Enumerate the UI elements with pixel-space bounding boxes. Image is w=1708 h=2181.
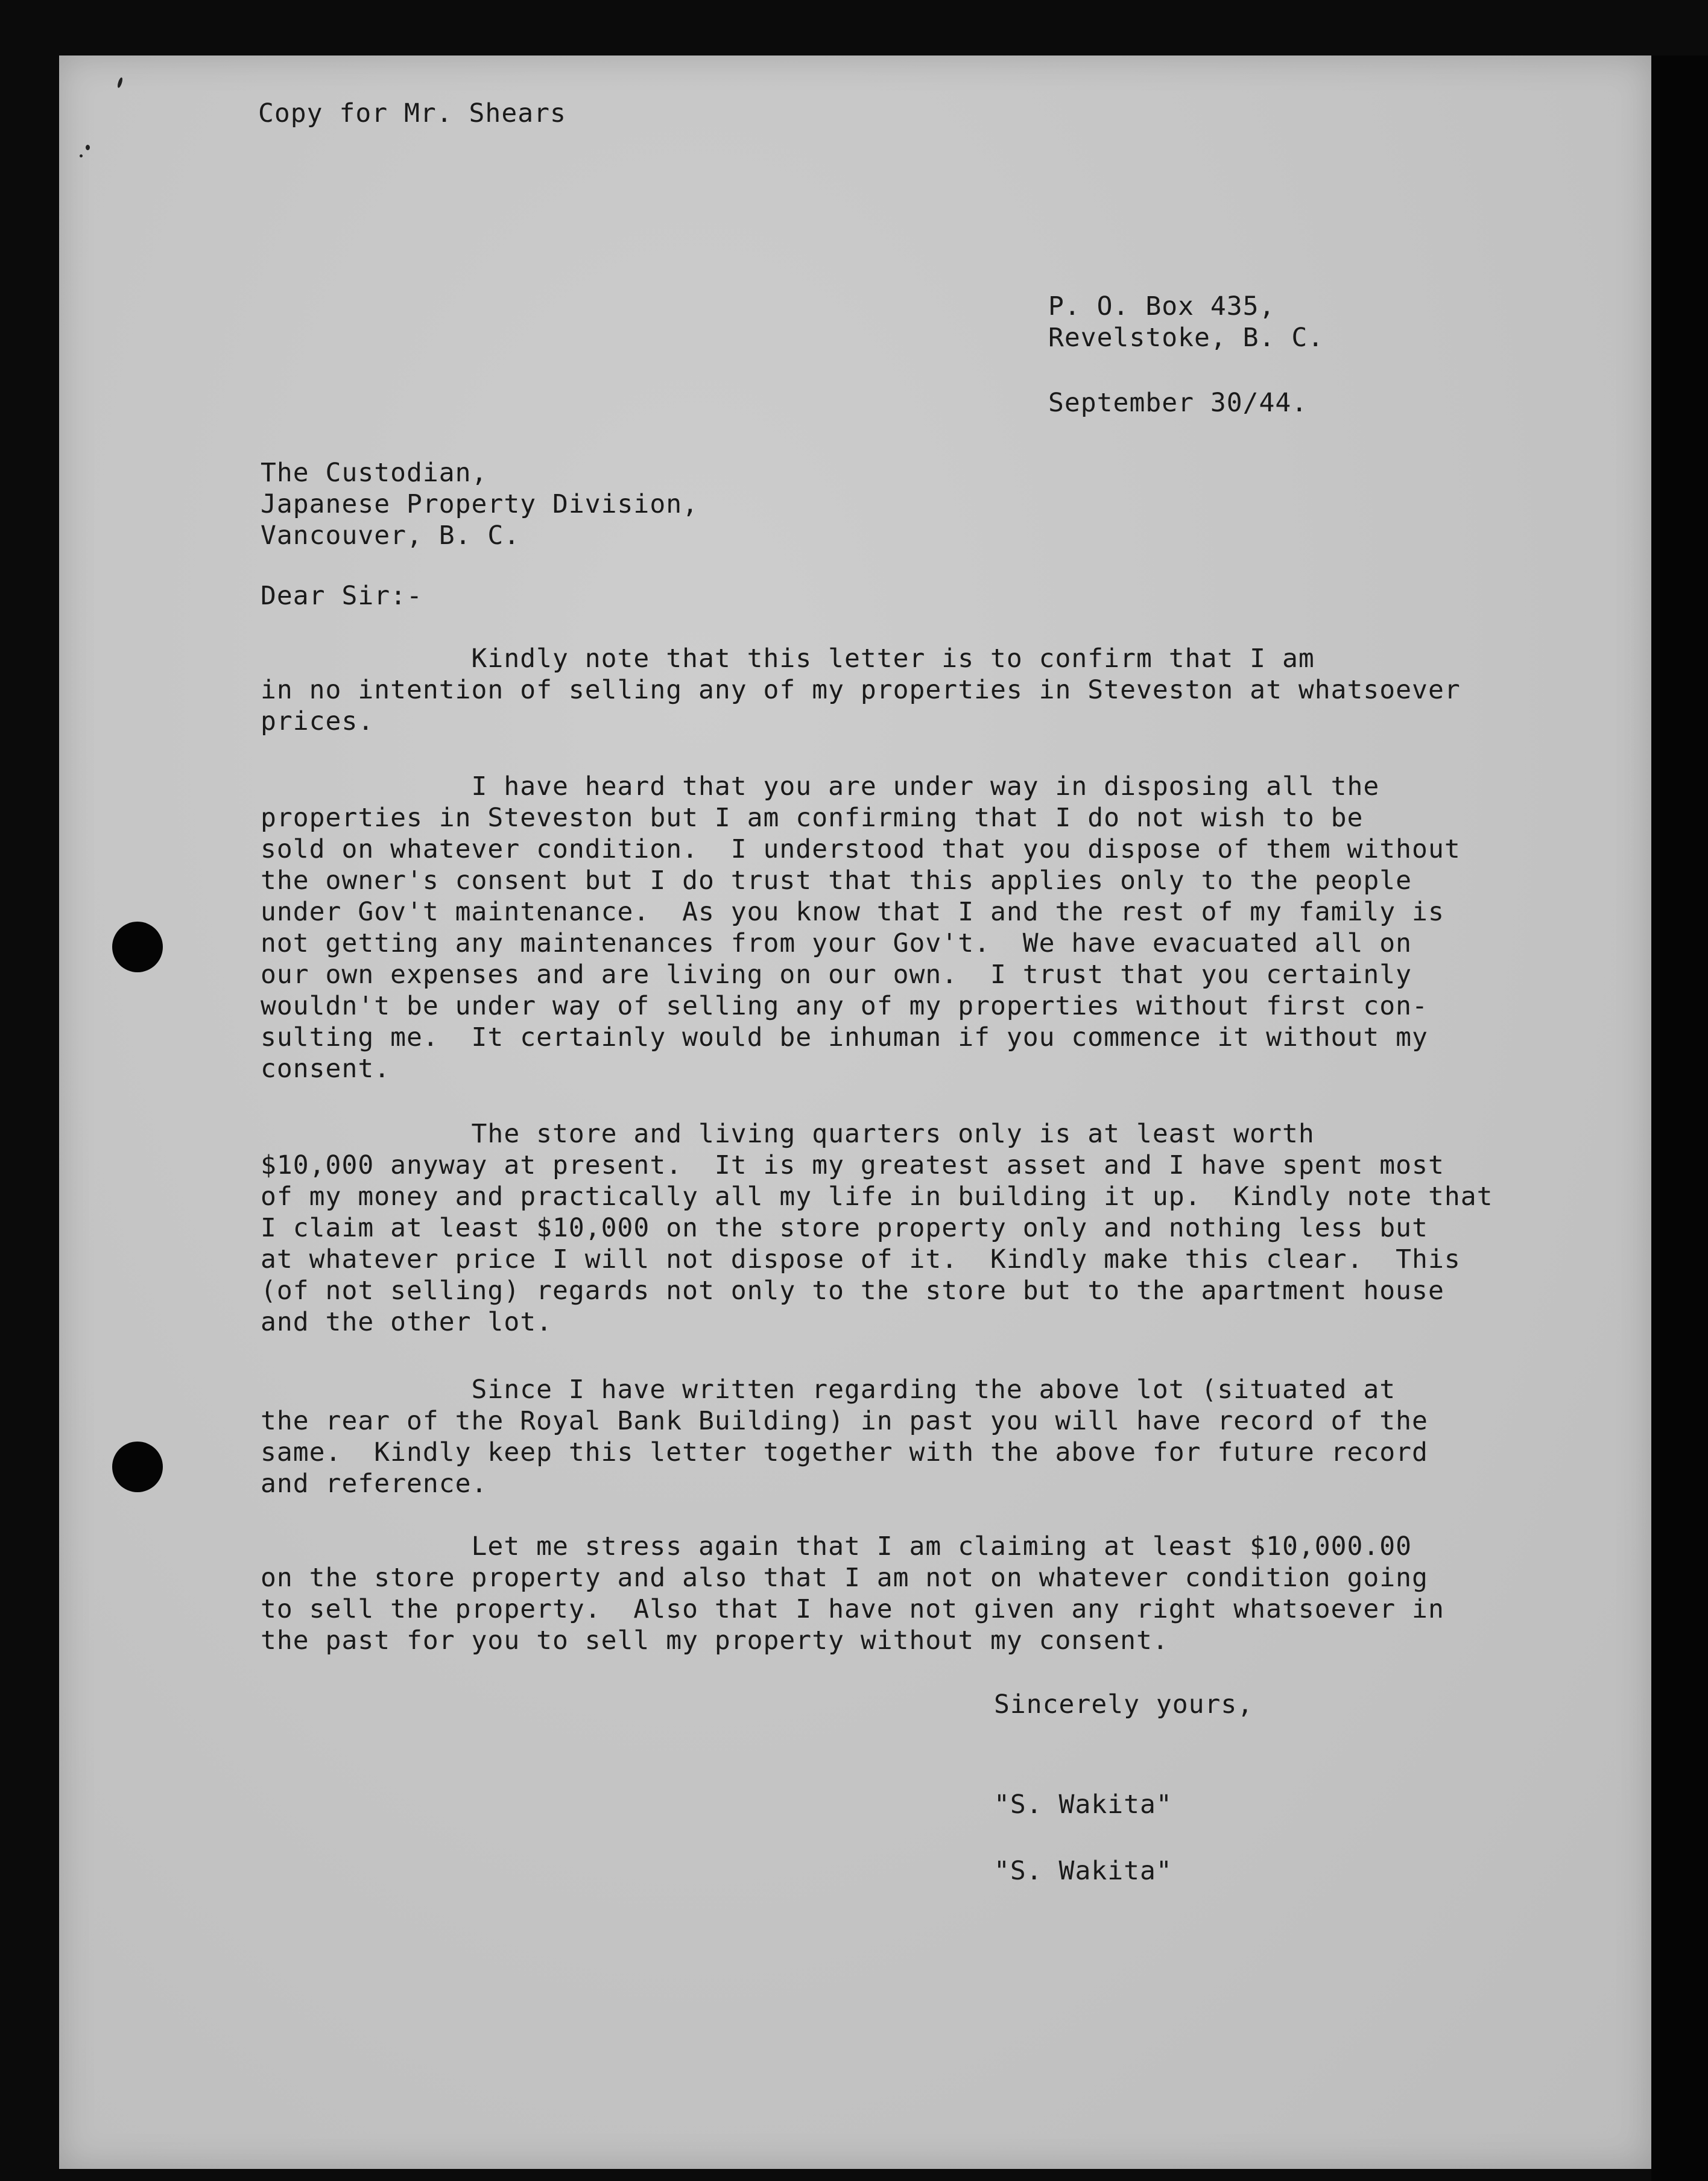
scan-speck: [86, 145, 90, 150]
sender-address-line: P. O. Box 435,: [1048, 291, 1276, 321]
body-paragraph: The store and living quarters only is at least worth $10,000 anyway at present. It is my greatest asset and I have spent most of my money and practically all my life in building it up. Kindly note that I claim at least $10,000 on the store property only and nothing less but at whatever price I will not dispose of it. Kindly make this clear. This (of not selling) regards not only to the store but to the apartment house and the other lot.: [261, 1119, 1493, 1337]
salutation: Dear Sir:-: [261, 581, 423, 611]
recipient-line: The Custodian,: [261, 458, 488, 488]
letter-date: September 30/44.: [1048, 388, 1308, 418]
recipient-line: Vancouver, B. C.: [261, 521, 520, 551]
recipient-line: Japanese Property Division,: [261, 489, 698, 519]
scan-speck: [80, 154, 83, 157]
scan-border: [1651, 55, 1708, 2181]
body-paragraph: Let me stress again that I am claiming at least $10,000.00 on the store property and also that I am not on whatever condition going to sell the property. Also that I have not given any right whatsoever in the past for you to sell my property without my consent.: [261, 1531, 1444, 1656]
body-paragraph: Kindly note that this letter is to confirm that I am in no intention of selling any of my properties in Steveston at whatsoever prices.: [261, 644, 1461, 736]
signature: "S. Wakita": [994, 1856, 1172, 1886]
closing: Sincerely yours,: [994, 1689, 1254, 1720]
punch-hole: [112, 1442, 163, 1492]
sender-address-line: Revelstoke, B. C.: [1048, 323, 1324, 353]
punch-hole: [112, 922, 163, 972]
body-paragraph: Since I have written regarding the above lot (situated at the rear of the Royal Bank Building) in past you will have record of the same. Kindly keep this letter together with the above for future record and reference.: [261, 1375, 1428, 1499]
copy-note: Copy for Mr. Shears: [258, 98, 566, 128]
body-paragraph: I have heard that you are under way in disposing all the properties in Steveston but I am confirming that I do not wish to be sold on whatever condition. I understood that you dispose of them without the owner's consent but I do trust that this applies only to the people under Gov't maintenance. As you know that I and the rest of my family is not getting any maintenances from your Gov't. We have evacuated all on our own expenses and are living on our own. I trust that you certainly wouldn't be under way of selling any of my properties without first con- sulting me. It certainly would be inhuman if you commence it without my consent.: [261, 771, 1461, 1084]
scanned-letter-page: [59, 55, 1651, 2169]
signature: "S. Wakita": [994, 1790, 1172, 1820]
